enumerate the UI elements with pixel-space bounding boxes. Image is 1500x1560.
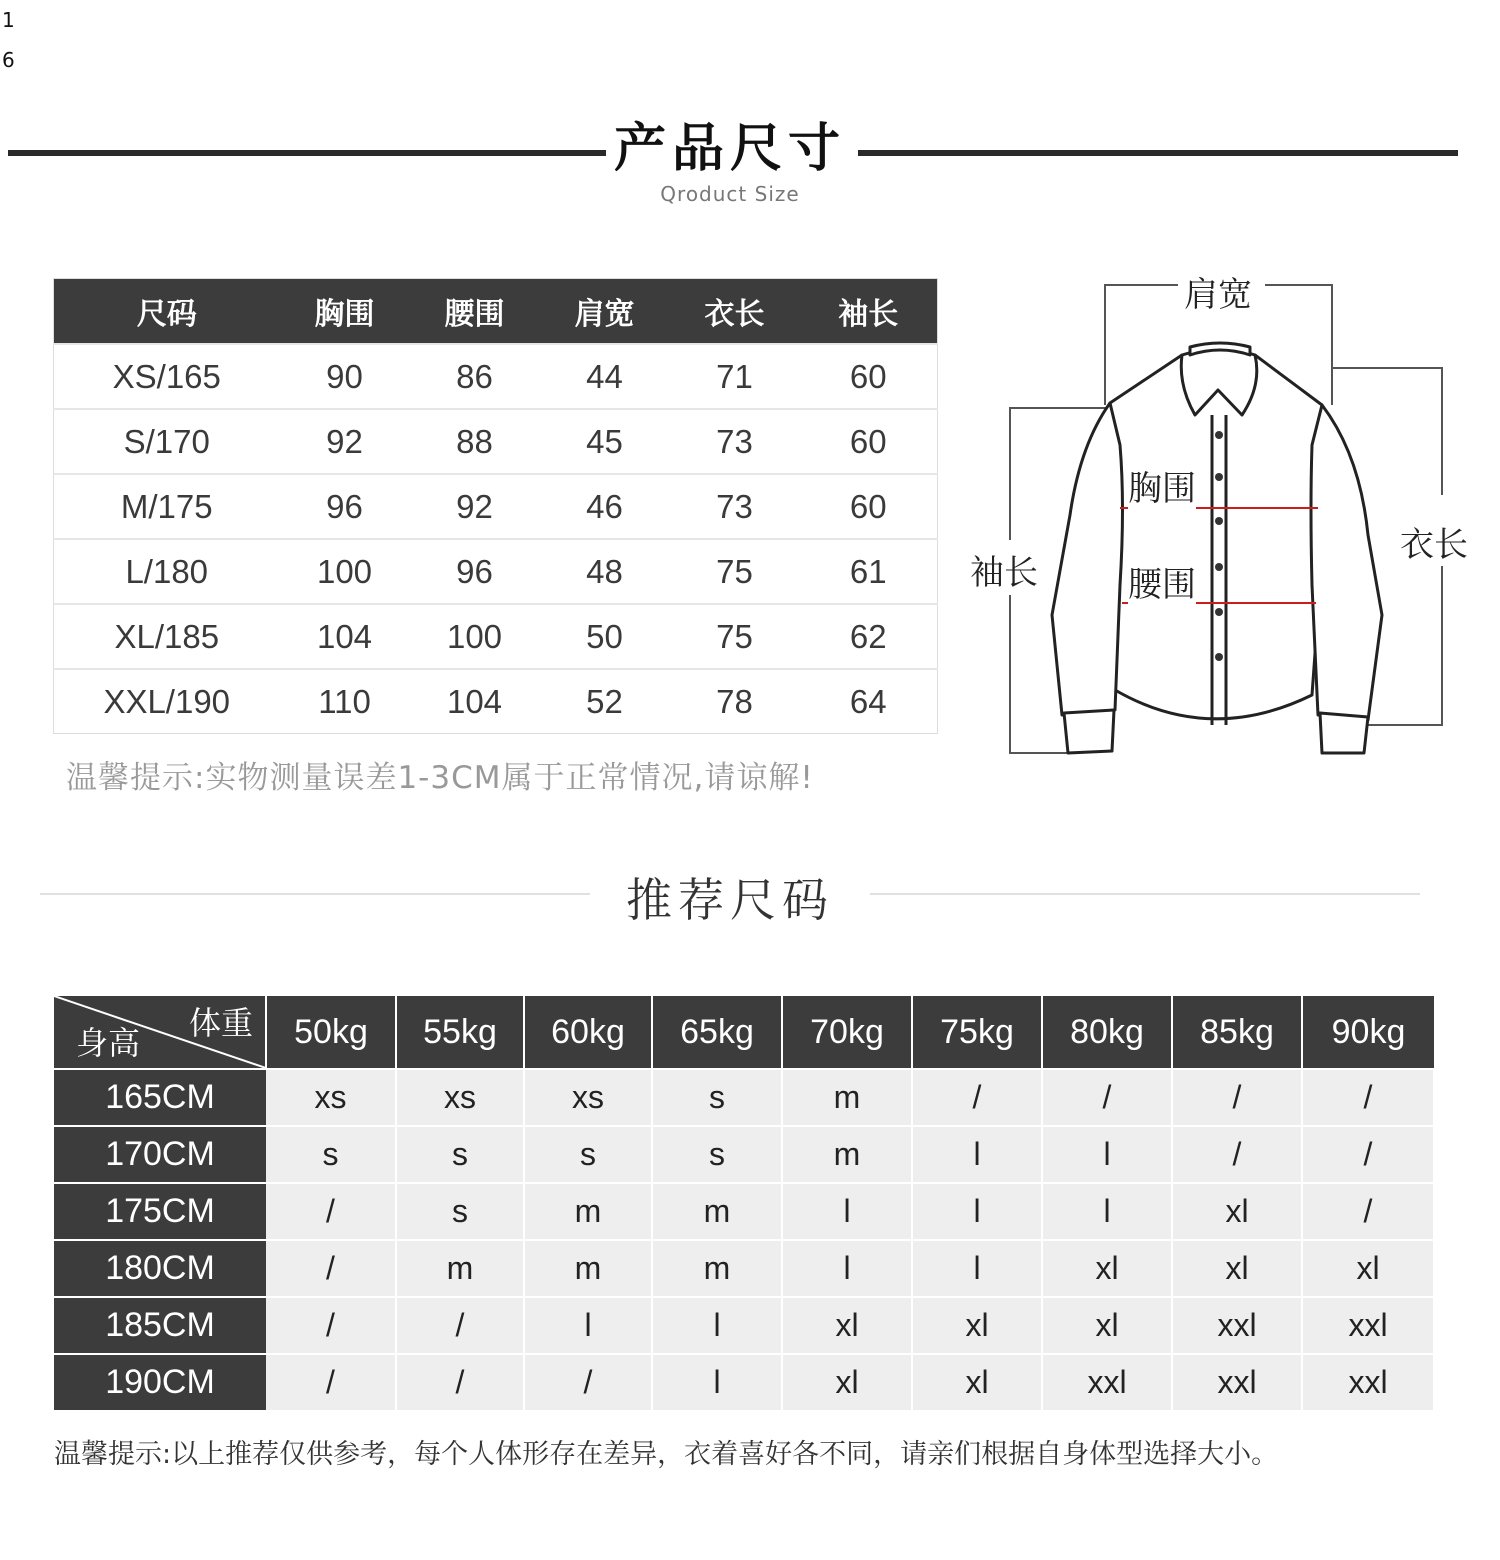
table-cell: m (396, 1240, 524, 1297)
weight-header: 80kg (1042, 996, 1172, 1069)
table-cell: 46 (540, 474, 670, 539)
table-cell: s (266, 1126, 396, 1183)
weight-header: 75kg (912, 996, 1042, 1069)
table-cell: s (652, 1069, 782, 1126)
table-cell: / (1042, 1069, 1172, 1126)
table-cell: / (1302, 1126, 1434, 1183)
size-table-header (54, 279, 938, 345)
table-cell: l (652, 1297, 782, 1354)
table-cell: / (266, 1297, 396, 1354)
table-cell: s (396, 1126, 524, 1183)
table-cell: m (524, 1240, 652, 1297)
table-row (54, 604, 938, 669)
height-row-header: 190CM (54, 1354, 266, 1410)
table-row (54, 1183, 1434, 1240)
header-waist: 腰围 (410, 279, 540, 345)
shirt-diagram (950, 255, 1495, 779)
table-cell: 96 (280, 474, 410, 539)
weight-corner-label: 体重 (188, 1005, 253, 1041)
weight-header: 65kg (652, 996, 782, 1069)
waist-label: 腰围 (1128, 557, 1196, 606)
table-row (54, 1069, 1434, 1126)
table-cell: xs (524, 1069, 652, 1126)
height-row-header: 185CM (54, 1297, 266, 1354)
size-section-title: 产品尺寸 (613, 119, 846, 179)
table-cell: 110 (280, 669, 410, 734)
table-row (54, 344, 938, 409)
corner-mark-1: 1 (2, 8, 15, 32)
table-cell: m (652, 1183, 782, 1240)
table-cell: 78 (670, 669, 800, 734)
table-cell: m (782, 1126, 912, 1183)
table-cell: / (266, 1183, 396, 1240)
table-cell: xl (1042, 1240, 1172, 1297)
table-cell: 61 (800, 539, 938, 604)
table-cell: 44 (540, 344, 670, 409)
weight-header: 70kg (782, 996, 912, 1069)
shirt-illustration (950, 255, 1495, 775)
height-corner-label: 身高 (76, 1025, 141, 1061)
table-row (54, 539, 938, 604)
table-cell: 64 (800, 669, 938, 734)
table-cell: xl (782, 1354, 912, 1410)
header-length: 衣长 (670, 279, 800, 345)
table-cell: l (912, 1126, 1042, 1183)
table-row (54, 409, 938, 474)
table-cell: l (912, 1240, 1042, 1297)
table-cell: l (1042, 1126, 1172, 1183)
height-row-header: 170CM (54, 1126, 266, 1183)
table-cell: / (396, 1354, 524, 1410)
table-cell: s (524, 1126, 652, 1183)
table-cell: / (1172, 1126, 1302, 1183)
height-row-header: 165CM (54, 1069, 266, 1126)
table-cell: 71 (670, 344, 800, 409)
table-cell: 92 (410, 474, 540, 539)
table-cell: / (266, 1240, 396, 1297)
recommend-table (54, 996, 1435, 1410)
table-cell: 52 (540, 669, 670, 734)
weight-header: 85kg (1172, 996, 1302, 1069)
table-row (54, 1354, 1434, 1410)
table-cell: xl (1042, 1297, 1172, 1354)
table-cell: S/170 (54, 409, 280, 474)
table-cell: / (266, 1354, 396, 1410)
table-cell: 90 (280, 344, 410, 409)
sleeve-label: 袖长 (970, 545, 1038, 594)
table-cell: xl (1172, 1240, 1302, 1297)
table-cell: 75 (670, 539, 800, 604)
table-cell: xl (912, 1354, 1042, 1410)
table-cell: 62 (800, 604, 938, 669)
table-cell: / (396, 1297, 524, 1354)
table-cell: s (652, 1126, 782, 1183)
table-cell: 100 (410, 604, 540, 669)
recommend-note: 温馨提示:以上推荐仅供参考，每个人体形存在差异，衣着喜好各不同，请亲们根据自身体型选择大小。 (54, 1439, 1279, 1470)
table-row (54, 1240, 1434, 1297)
table-cell: 73 (670, 474, 800, 539)
weight-header: 50kg (266, 996, 396, 1069)
table-cell: L/180 (54, 539, 280, 604)
table-cell: / (1302, 1183, 1434, 1240)
header-size: 尺码 (54, 279, 280, 345)
table-cell: xxl (1172, 1354, 1302, 1410)
header-chest: 胸围 (280, 279, 410, 345)
size-note: 温馨提示:实物测量误差1-3CM属于正常情况,请谅解! (66, 760, 814, 796)
size-table (53, 278, 938, 734)
table-cell: xxl (1172, 1297, 1302, 1354)
table-cell: 50 (540, 604, 670, 669)
table-cell: l (782, 1183, 912, 1240)
height-row-header: 180CM (54, 1240, 266, 1297)
recommend-rule-left (40, 893, 590, 895)
table-cell: 92 (280, 409, 410, 474)
table-cell: 104 (280, 604, 410, 669)
table-cell: 60 (800, 344, 938, 409)
header-sleeve: 袖长 (800, 279, 938, 345)
table-cell: xl (1172, 1183, 1302, 1240)
recommend-section-title: 推荐尺码 (626, 873, 834, 927)
table-row (54, 669, 938, 734)
table-cell: l (912, 1183, 1042, 1240)
table-cell: xxl (1302, 1354, 1434, 1410)
corner-mark-2: 6 (2, 48, 15, 72)
table-cell: l (652, 1354, 782, 1410)
height-weight-corner (54, 996, 266, 1069)
table-cell: xs (266, 1069, 396, 1126)
table-cell: 100 (280, 539, 410, 604)
table-cell: / (912, 1069, 1042, 1126)
recommend-rule-right (870, 893, 1420, 895)
length-label: 衣长 (1400, 517, 1468, 566)
table-cell: xxl (1042, 1354, 1172, 1410)
weight-header: 90kg (1302, 996, 1434, 1069)
table-cell: 45 (540, 409, 670, 474)
table-cell: / (524, 1354, 652, 1410)
table-cell: / (1172, 1069, 1302, 1126)
table-cell: xl (1302, 1240, 1434, 1297)
shoulder-label: 肩宽 (1180, 267, 1256, 316)
table-cell: XXL/190 (54, 669, 280, 734)
table-cell: 60 (800, 409, 938, 474)
height-row-header: 175CM (54, 1183, 266, 1240)
table-cell: / (1302, 1069, 1434, 1126)
table-row (54, 474, 938, 539)
header-rule-left (8, 150, 606, 156)
weight-header: 55kg (396, 996, 524, 1069)
table-cell: l (782, 1240, 912, 1297)
header-shoulder: 肩宽 (540, 279, 670, 345)
recommend-header-row (54, 996, 1434, 1069)
table-cell: m (782, 1069, 912, 1126)
table-cell: 88 (410, 409, 540, 474)
table-cell: m (524, 1183, 652, 1240)
size-section-subtitle: Qroduct Size (660, 182, 800, 206)
table-cell: 60 (800, 474, 938, 539)
table-cell: xxl (1302, 1297, 1434, 1354)
table-row (54, 1297, 1434, 1354)
table-cell: 75 (670, 604, 800, 669)
header-rule-right (858, 150, 1458, 156)
table-cell: 86 (410, 344, 540, 409)
table-cell: XL/185 (54, 604, 280, 669)
table-cell: s (396, 1183, 524, 1240)
table-cell: l (1042, 1183, 1172, 1240)
table-cell: l (524, 1297, 652, 1354)
weight-header: 60kg (524, 996, 652, 1069)
table-cell: 48 (540, 539, 670, 604)
table-cell: M/175 (54, 474, 280, 539)
table-cell: XS/165 (54, 344, 280, 409)
table-row (54, 1126, 1434, 1183)
table-cell: xl (912, 1297, 1042, 1354)
table-cell: 104 (410, 669, 540, 734)
chest-label: 胸围 (1128, 461, 1196, 510)
table-cell: xl (782, 1297, 912, 1354)
table-cell: 96 (410, 539, 540, 604)
table-cell: m (652, 1240, 782, 1297)
table-cell: 73 (670, 409, 800, 474)
table-cell: xs (396, 1069, 524, 1126)
